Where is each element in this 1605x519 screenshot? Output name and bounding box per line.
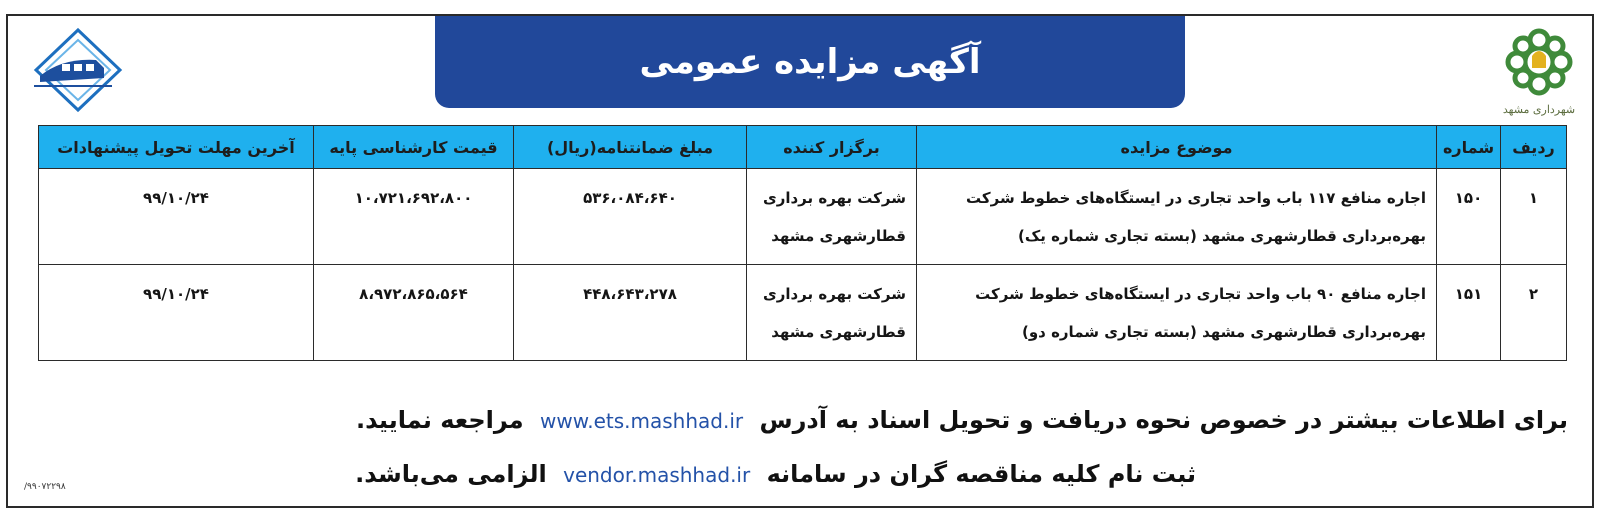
cell-number: ۱۵۱ bbox=[1437, 265, 1501, 361]
auction-notice bbox=[6, 14, 1594, 508]
table-row bbox=[39, 169, 1567, 265]
metro-company-logo bbox=[26, 24, 130, 116]
table-header-row bbox=[39, 126, 1567, 169]
column-header-deadline: آخرین مهلت تحویل پیشنهادات bbox=[39, 126, 314, 169]
cell-guarantee: ۴۴۸،۶۴۳،۲۷۸ bbox=[514, 265, 747, 361]
column-header-base-price: قیمت کارشناسی پایه bbox=[314, 126, 514, 169]
auction-table bbox=[38, 125, 1567, 361]
municipality-emblem-icon bbox=[1502, 26, 1576, 98]
cell-organizer: شرکت بهره برداری قطارشهری مشهد bbox=[747, 169, 917, 265]
cell-subject: اجاره منافع ۹۰ باب واحد تجاری در ایستگاه‌های خطوط شرکت بهره‌برداری قطارشهری مشهد (بسته تجاری شماره دو) bbox=[917, 265, 1437, 361]
vendor-website-link[interactable]: vendor.mashhad.ir bbox=[563, 463, 751, 487]
metro-train-icon bbox=[26, 24, 130, 116]
table-row bbox=[39, 265, 1567, 361]
column-header-organizer: برگزار کننده bbox=[747, 126, 917, 169]
cell-deadline: ۹۹/۱۰/۲۴ bbox=[39, 265, 314, 361]
registration-line bbox=[8, 460, 1196, 488]
cell-base-price: ۱۰،۷۲۱،۶۹۲،۸۰۰ bbox=[314, 169, 514, 265]
page-title: آگهی مزایده عمومی bbox=[639, 42, 981, 82]
logo-caption: شهرداری مشهد bbox=[1502, 103, 1576, 116]
info-text-before: برای اطلاعات بیشتر در خصوص نحوه دریافت و تحویل اسناد به آدرس bbox=[759, 406, 1568, 434]
ets-website-link[interactable]: www.ets.mashhad.ir bbox=[539, 409, 744, 433]
cell-organizer: شرکت بهره برداری قطارشهری مشهد bbox=[747, 265, 917, 361]
column-header-subject: موضوع مزایده bbox=[917, 126, 1437, 169]
info-line bbox=[8, 406, 1568, 434]
registration-text-before: ثبت نام کلیه مناقصه گران در سامانه bbox=[766, 460, 1196, 488]
cell-base-price: ۸،۹۷۲،۸۶۵،۵۶۴ bbox=[314, 265, 514, 361]
title-banner bbox=[435, 16, 1185, 108]
mashhad-municipality-logo bbox=[1502, 26, 1576, 118]
cell-guarantee: ۵۳۶،۰۸۴،۶۴۰ bbox=[514, 169, 747, 265]
reference-code: /۹۹۰۷۲۲۹۸ bbox=[24, 482, 66, 492]
cell-number: ۱۵۰ bbox=[1437, 169, 1501, 265]
info-text-after: مراجعه نمایید. bbox=[355, 406, 524, 434]
cell-row-no: ۲ bbox=[1501, 265, 1567, 361]
column-header-guarantee: مبلغ ضمانتنامه(ریال) bbox=[514, 126, 747, 169]
cell-row-no: ۱ bbox=[1501, 169, 1567, 265]
cell-deadline: ۹۹/۱۰/۲۴ bbox=[39, 169, 314, 265]
registration-text-after: الزامی می‌باشد. bbox=[355, 460, 547, 488]
column-header-number: شماره bbox=[1437, 126, 1501, 169]
column-header-row-no: ردیف bbox=[1501, 126, 1567, 169]
cell-subject: اجاره منافع ۱۱۷ باب واحد تجاری در ایستگاه‌های خطوط شرکت بهره‌برداری قطارشهری مشهد (بسته تجاری شماره یک) bbox=[917, 169, 1437, 265]
